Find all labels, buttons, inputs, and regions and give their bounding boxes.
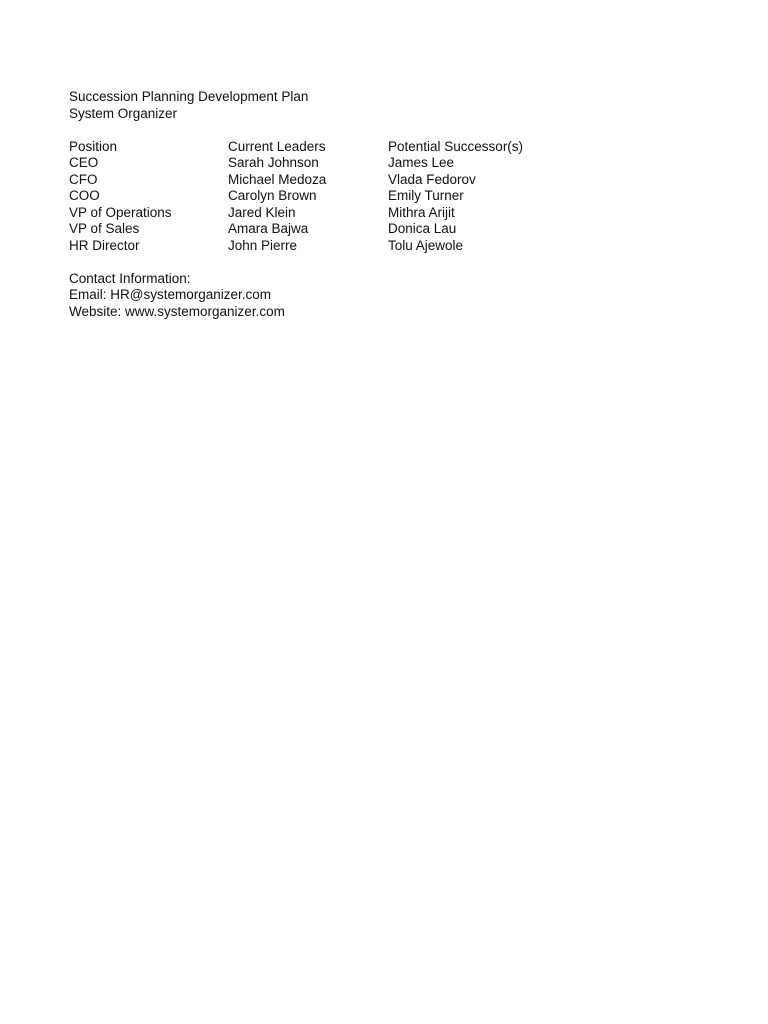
cell-current-leader: Michael Medoza xyxy=(228,171,327,187)
cell-successor: Emily Turner xyxy=(388,188,464,203)
cell-position: VP of Operations xyxy=(69,204,172,220)
table-header-row xyxy=(69,139,709,156)
cell-successor: Tolu Ajewole xyxy=(388,237,464,253)
document-title: Succession Planning Development Plan xyxy=(69,89,309,104)
cell-position: COO xyxy=(69,188,100,203)
header-potential-successors: Potential Successor(s) xyxy=(388,138,524,154)
cell-current-leader: Carolyn Brown xyxy=(228,188,317,203)
cell-successor: James Lee xyxy=(388,155,455,170)
cell-current-leader: Sarah Johnson xyxy=(228,155,319,170)
cell-successor: Vlada Fedorov xyxy=(388,171,476,187)
contact-website: Website: www.systemorganizer.com xyxy=(69,303,285,319)
cell-position: CFO xyxy=(69,171,98,187)
header-current-leaders: Current Leaders xyxy=(228,138,326,154)
cell-current-leader: Amara Bajwa xyxy=(228,221,309,236)
spacer xyxy=(69,122,709,139)
header-position: Position xyxy=(69,138,118,154)
table-row xyxy=(69,155,709,172)
table-row xyxy=(69,172,709,189)
spacer xyxy=(69,254,709,271)
contact-heading: Contact Information: xyxy=(69,270,191,286)
cell-current-leader: Jared Klein xyxy=(228,204,296,220)
cell-successor: Mithra Arijit xyxy=(388,204,455,220)
document-body xyxy=(69,89,709,320)
table-row xyxy=(69,188,709,205)
cell-current-leader: John Pierre xyxy=(228,237,298,253)
cell-position: CEO xyxy=(69,155,99,170)
table-row xyxy=(69,221,709,238)
cell-successor: Donica Lau xyxy=(388,221,457,236)
table-row xyxy=(69,205,709,222)
contact-email: Email: HR@systemorganizer.com xyxy=(69,287,272,302)
organization-name: System Organizer xyxy=(69,105,178,121)
table-row xyxy=(69,238,709,255)
cell-position: VP of Sales xyxy=(69,221,140,236)
cell-position: HR Director xyxy=(69,237,140,253)
